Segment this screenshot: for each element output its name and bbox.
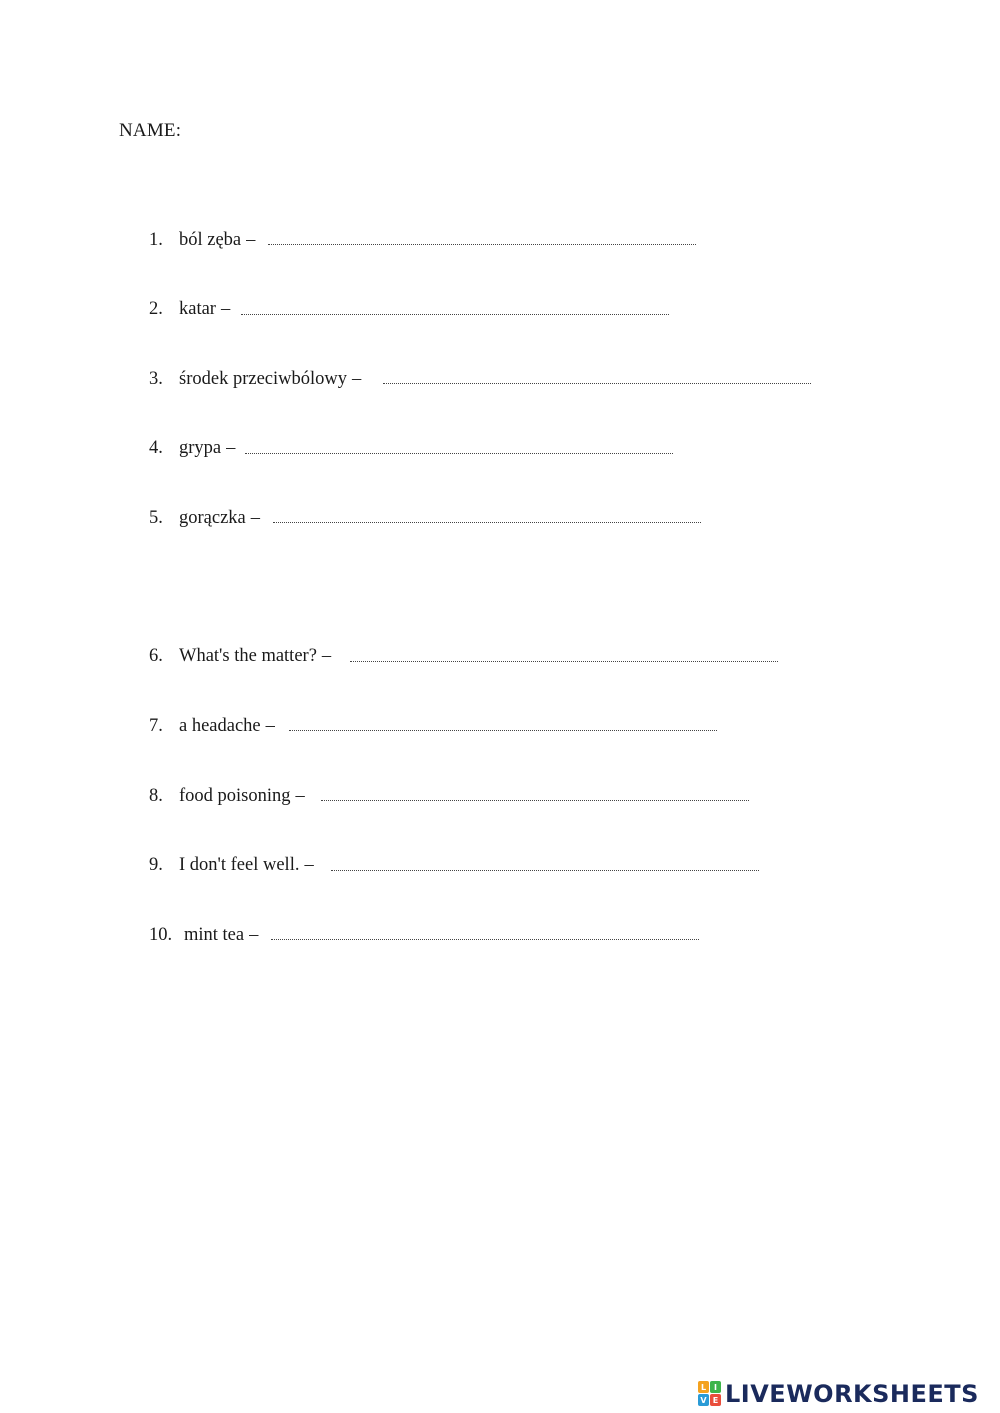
item-number: 2. bbox=[149, 299, 163, 319]
liveworksheets-logo bbox=[698, 1379, 979, 1409]
item-number: 6. bbox=[149, 646, 163, 666]
item-dash: – bbox=[220, 299, 231, 319]
item-number: 9. bbox=[149, 855, 163, 875]
item-number: 3. bbox=[149, 369, 163, 389]
logo-mark-icon bbox=[698, 1381, 722, 1407]
answer-line[interactable] bbox=[273, 521, 701, 523]
list-item bbox=[149, 227, 255, 253]
answer-line[interactable] bbox=[350, 660, 778, 662]
item-dash: – bbox=[304, 855, 314, 875]
list-item bbox=[149, 922, 258, 948]
item-number: 5. bbox=[149, 508, 163, 528]
item-term: ból zęba bbox=[179, 230, 242, 250]
list-item bbox=[149, 366, 361, 392]
item-dash: – bbox=[321, 646, 332, 666]
logo-mark-letter: E bbox=[710, 1394, 721, 1406]
item-dash: – bbox=[250, 508, 261, 528]
item-number: 10. bbox=[149, 925, 173, 945]
list-item bbox=[149, 852, 314, 878]
answer-line[interactable] bbox=[331, 869, 759, 871]
item-dash: – bbox=[249, 925, 259, 945]
item-number: 7. bbox=[149, 716, 163, 736]
logo-mark-letter: L bbox=[698, 1381, 709, 1393]
logo-mark-letter: I bbox=[710, 1381, 721, 1393]
item-dash: – bbox=[265, 716, 275, 736]
list-item bbox=[149, 435, 235, 461]
answer-line[interactable] bbox=[289, 729, 717, 731]
item-number: 8. bbox=[149, 786, 163, 806]
answer-line[interactable] bbox=[271, 938, 699, 940]
item-dash: – bbox=[295, 786, 305, 806]
name-label: NAME: bbox=[119, 120, 182, 141]
logo-mark-letter: V bbox=[698, 1394, 709, 1406]
item-term: katar bbox=[179, 299, 216, 319]
answer-line[interactable] bbox=[383, 382, 811, 384]
list-item bbox=[149, 783, 305, 809]
item-term: środek przeciwbólowy bbox=[179, 369, 347, 389]
answer-line[interactable] bbox=[245, 452, 673, 454]
item-term: What's the matter? bbox=[179, 646, 317, 666]
item-dash: – bbox=[352, 369, 362, 389]
answer-line[interactable] bbox=[268, 243, 696, 245]
list-item bbox=[149, 505, 260, 531]
list-item bbox=[149, 713, 275, 739]
item-number: 4. bbox=[149, 438, 163, 458]
item-term: food poisoning bbox=[179, 786, 291, 806]
item-dash: – bbox=[226, 438, 236, 458]
item-term: I don't feel well. bbox=[179, 855, 300, 875]
logo-text: LIVEWORKSHEETS bbox=[725, 1380, 979, 1408]
answer-line[interactable] bbox=[321, 799, 749, 801]
list-item bbox=[149, 643, 331, 669]
item-dash: – bbox=[246, 230, 256, 250]
item-term: mint tea bbox=[184, 925, 245, 945]
item-term: a headache bbox=[179, 716, 261, 736]
answer-line[interactable] bbox=[241, 313, 669, 315]
item-term: grypa bbox=[179, 438, 222, 458]
list-item bbox=[149, 296, 230, 322]
item-term: gorączka bbox=[179, 508, 246, 528]
item-number: 1. bbox=[149, 230, 163, 250]
